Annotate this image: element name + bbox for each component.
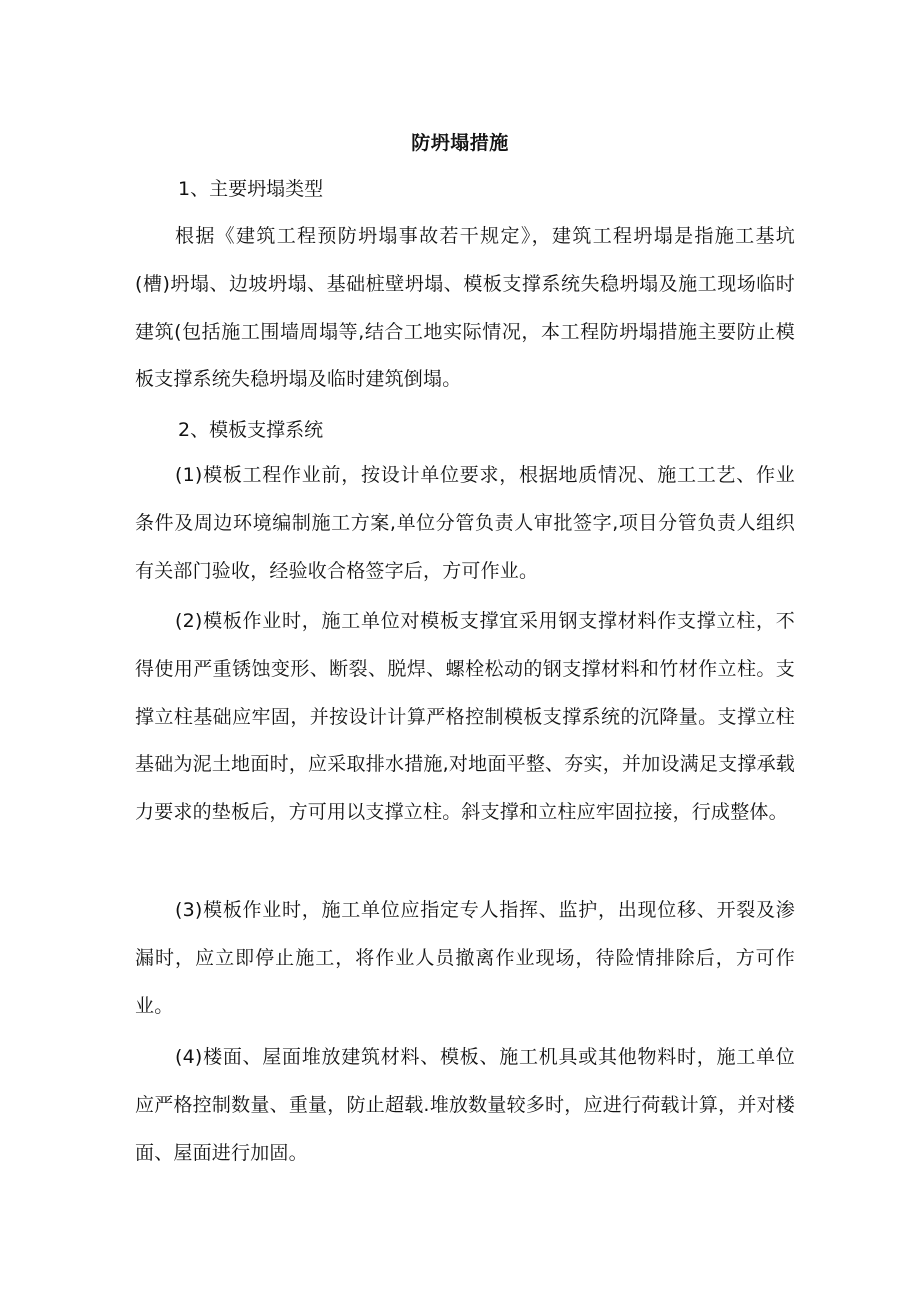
paragraph-item-3: (3)模板作业时，施工单位应指定专人指挥、监护，出现位移、开裂及渗漏时，应立即停止施工，将作业人员撤离作业现场，待险情排除后，方可作业。	[135, 899, 795, 1017]
paragraph-item-1: (1)模板工程作业前，按设计单位要求，根据地质情况、施工工艺、作业条件及周边环境编制施工方案,单位分管负责人审批签字,项目分管负责人组织有关部门验收，经验收合格签字后，方可作业。	[135, 464, 795, 582]
section-heading-2: 2、模板支撑系统	[178, 419, 324, 441]
paragraph-item-4: (4)楼面、屋面堆放建筑材料、模板、施工机具或其他物料时，施工单位应严格控制数量、重量，防止超载.堆放数量较多时，应进行荷载计算，并对楼面、屋面进行加固。	[135, 1046, 795, 1164]
section-1-paragraph: 根据《建筑工程预防坍塌事故若干规定》，建筑工程坍塌是指施工基坑(槽)坍塌、边坡坍塌、基础桩壁坍塌、模板支撑系统失稳坍塌及施工现场临时建筑(包括施工围墙周塌等,结合工地实际情况，本工程防坍塌措施主要防止模板支撑系统失稳坍塌及临时建筑倒塌。	[135, 225, 795, 391]
document-title: 防坍塌措施	[411, 132, 509, 154]
paragraph-item-2: (2)模板作业时，施工单位对模板支撑宜采用钢支撑材料作支撑立柱，不得使用严重锈蚀变形、断裂、脱焊、螺栓松动的钢支撑材料和竹材作立柱。支撑立柱基础应牢固，并按设计计算严格控制模板支撑系统的沉降量。支撑立柱基础为泥土地面时，应采取排水措施,对地面平整、夯实，并加设满足支撑承载力要求的垫板后，方可用以支撑立柱。斜支撑和立柱应牢固拉接，行成整体。	[135, 610, 795, 824]
section-heading-1: 1、主要坍塌类型	[178, 178, 324, 200]
